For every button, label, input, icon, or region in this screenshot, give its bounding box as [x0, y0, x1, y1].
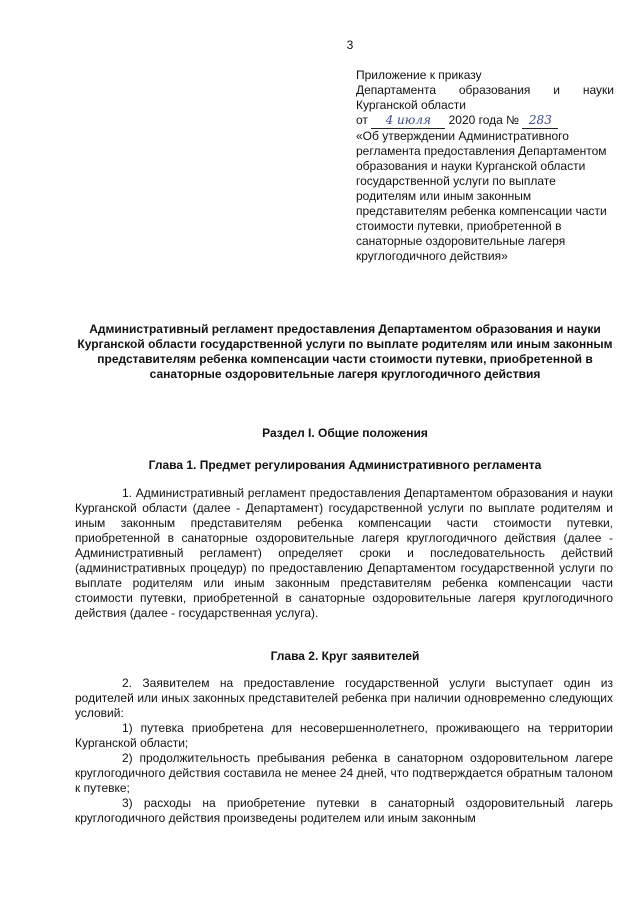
- list-item-1: 1) путевка приобретена для несовершеннолетнего, проживающего на территории Курганской области;: [75, 721, 613, 750]
- handwritten-number: 283: [522, 113, 558, 129]
- chapter-1-body: [75, 486, 613, 621]
- appendix-line-3: Курганской области: [356, 98, 466, 112]
- handwritten-date: 4 июля: [371, 113, 445, 129]
- chapter-2-heading: Глава 2. Круг заявителей: [270, 649, 420, 663]
- chapter-2-body: [75, 676, 613, 826]
- appendix-date-line: [356, 113, 614, 129]
- paragraph-2: 2. Заявителем на предоставление государственной услуги выступает один из родителей или иных законных представителей ребенка при наличии одновременно следующих условий:: [75, 676, 613, 720]
- paragraph-1: 1. Административный регламент предоставления Департаментом образования и науки Курганской области (далее - Департамент) государственной услуги по выплате родителям и иным законным представителям ребенка компенсации части стоимости путевки, приобретенной в санаторные оздоровительные лагеря круглогодичного действия (далее - Административный регламент) определяет сроки и последовательность действий (административных процедур) по предоставлению Департаментом государственной услуги по выплате родителям или иным законным представителям ребенка компенсации части стоимости путевки, приобретенной в санаторные оздоровительные лагеря круглогодичного действия (далее - государственная услуга).: [75, 486, 613, 620]
- appendix-line-2: Департамента образования и науки: [356, 83, 614, 97]
- chapter-1-heading: Глава 1. Предмет регулирования Административного регламента: [148, 458, 542, 472]
- list-item-3: 3) расходы на приобретение путевки в санаторный оздоровительный лагерь круглогодичного действия произведены родителем или иным законным: [75, 796, 613, 825]
- section-heading: Раздел I. Общие положения: [262, 426, 428, 440]
- page-number: 3: [346, 38, 354, 52]
- appendix-quote: «Об утверждении Административного регламента предоставления Департаментом образования и науки Курганской области государственной услуги по выплате родителям или иным законным представителям ребенка компенсации части стоимости путевки, приобретенной в санаторные оздоровительные лагеря круглогодичного действия»: [356, 129, 607, 263]
- appendix-block: [356, 68, 614, 264]
- date-prefix: от: [356, 113, 368, 127]
- appendix-line-1: Приложение к приказу: [356, 68, 482, 82]
- document-title: Административный регламент предоставления Департаментом образования и науки Курганской области государственной услуги по выплате родителям или иным законным представителям ребенка компенсации части стоимости путевки, приобретенной в санаторные оздоровительные лагеря круглогодичного действия: [77, 322, 613, 381]
- date-suffix: 2020 года №: [448, 113, 520, 127]
- list-item-2: 2) продолжительность пребывания ребенка в санаторном оздоровительном лагере круглогодичного действия составила не менее 24 дней, что подтверждается обратным талоном к путевке;: [75, 751, 613, 795]
